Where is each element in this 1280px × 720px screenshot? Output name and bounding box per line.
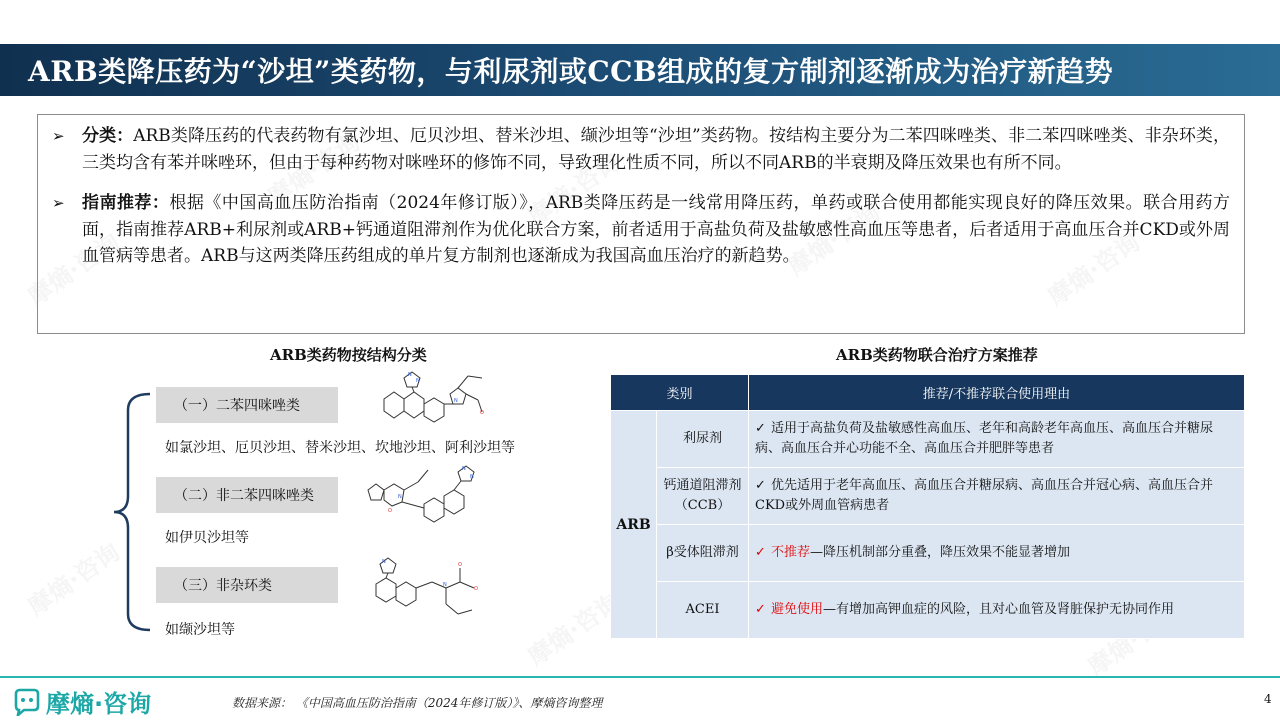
table-group-cell: ARB [611,411,657,639]
watermark: 摩熵·咨询 [522,587,626,672]
svg-text:O: O [480,410,484,416]
svg-text:N: N [454,398,458,404]
arrow-bullet-icon: ➢ [52,127,65,145]
category-box: （一）二苯四咪唑类 [156,387,338,423]
watermark: 摩熵·咨询 [522,147,626,232]
watermark: 摩熵·咨询 [22,537,126,622]
svg-text:N: N [462,466,466,472]
reason-text: —有增加高钾血症的风险，且对心血管及肾脏保护无协同作用 [823,602,1175,617]
category-box: （三）非杂环类 [156,567,338,603]
brace-icon [112,392,152,632]
reason-highlight: 不推荐 [771,545,811,560]
svg-text:N: N [408,372,412,378]
table-header-reason: 推荐/不推荐联合使用理由 [749,375,1245,411]
combination-section-title: ARB类药物联合治疗方案推荐 [836,346,1038,364]
table-row [611,525,1245,582]
reason-text: —降压机制部分重叠，降压效果不能显著增加 [810,545,1071,560]
check-icon: ✓ [755,478,766,493]
watermark: 摩熵·咨询 [22,227,126,312]
molecule-structure-icon [372,364,502,434]
table-header-class: 类别 [611,375,749,411]
table-reason-cell [749,468,1245,525]
paragraph-text: ARB类降压药的代表药物有氯沙坦、厄贝沙坦、替米沙坦、缬沙坦等“沙坦”类药物。按结构主要分为二苯四咪唑类、非二苯四咪唑类、非杂环类，三类均含有苯并咪唑环，但由于每种药物对咪唑环的修饰不同，导致理化性质不同，所以不同ARB的半衰期及降压效果也有所不同。 [82,126,1231,173]
logo-text: 摩熵·咨询 [46,690,152,718]
data-source: 数据来源： 《中国高血压防治指南（2024年修订版）》、摩熵咨询整理 [232,696,603,710]
reason-text: 优先适用于老年高血压、高血压合并糖尿病、高血压合并冠心病、高血压合并CKD或外周血管病患者 [755,478,1214,513]
table-reason-cell [749,582,1245,639]
check-icon: ✓ [755,602,766,617]
table-class-cell: β受体阻滞剂 [657,525,749,582]
category-examples: 如缬沙坦等 [165,622,235,638]
page-number: 4 [1264,692,1272,706]
arrow-bullet-icon: ➢ [52,194,65,212]
reason-highlight: 避免使用 [771,602,824,617]
paragraph-guideline [52,190,1230,270]
logo-icon [12,688,42,716]
table-row [611,468,1245,525]
table-reason-cell [749,411,1245,468]
svg-text:N: N [398,494,402,500]
category-box: （二）非二苯四咪唑类 [156,477,338,513]
paragraph-classification [52,123,1231,176]
table-row [611,411,1245,468]
reason-text: 适用于高盐负荷及盐敏感性高血压、老年和高龄老年高血压、高血压合并糖尿病、高血压合并心功能不全、高血压合并肥胖等患者 [755,421,1214,456]
svg-text:O: O [458,562,462,568]
summary-box [37,114,1245,334]
svg-text:N: N [470,474,474,480]
table-class-cell: ACEI [657,582,749,639]
page-title: ARB类降压药为“沙坦”类药物，与利尿剂或CCB组成的复方制剂逐渐成为治疗新趋势 [28,55,1114,88]
watermark: 摩熵·咨询 [782,197,886,282]
title-bar [0,44,1280,96]
check-icon: ✓ [755,545,766,560]
table-reason-cell [749,525,1245,582]
svg-text:N: N [416,378,420,384]
watermark: 摩熵·咨询 [262,127,366,212]
category-examples: 如氯沙坦、厄贝沙坦、替米沙坦、坎地沙坦、阿利沙坦等 [165,440,515,456]
svg-text:O: O [474,586,478,592]
table-header-row [611,375,1245,411]
table-row [611,582,1245,639]
paragraph-label: 指南推荐： [82,193,170,213]
svg-text:O: O [388,508,392,514]
watermark: 摩熵·咨询 [1042,227,1146,312]
paragraph-text: 根据《中国高血压防治指南（2024年修订版）》，ARB类降压药是一线常用降压药，单药或联合使用都能实现良好的降压效果。联合用药方面，指南推荐ARB+利尿剂或ARB+钙通道阻滞剂作为优化联合方案，前者适用于高盐负荷及盐敏感性高血压等患者，后者适用于高血压合并CKD或外周血管病等患者。ARB与这两类降压药组成的单片复方制剂也逐渐成为我国高血压治疗的新趋势。 [82,193,1230,266]
watermark: 摩熵·咨询 [1082,597,1186,682]
molecule-structure-icon [358,460,508,530]
paragraph-label: 分类： [82,126,134,146]
svg-text:N: N [443,582,447,588]
brand-logo [12,684,151,719]
svg-text:N: N [382,559,386,565]
combination-table [610,374,1245,639]
molecule-structure-icon [366,556,506,626]
category-examples: 如伊贝沙坦等 [165,530,249,546]
table-class-cell: 利尿剂 [657,411,749,468]
check-icon: ✓ [755,421,766,436]
footer-divider [0,676,1280,678]
structure-section-title: ARB类药物按结构分类 [270,346,427,364]
table-class-cell: 钙通道阻滞剂（CCB） [657,468,749,525]
